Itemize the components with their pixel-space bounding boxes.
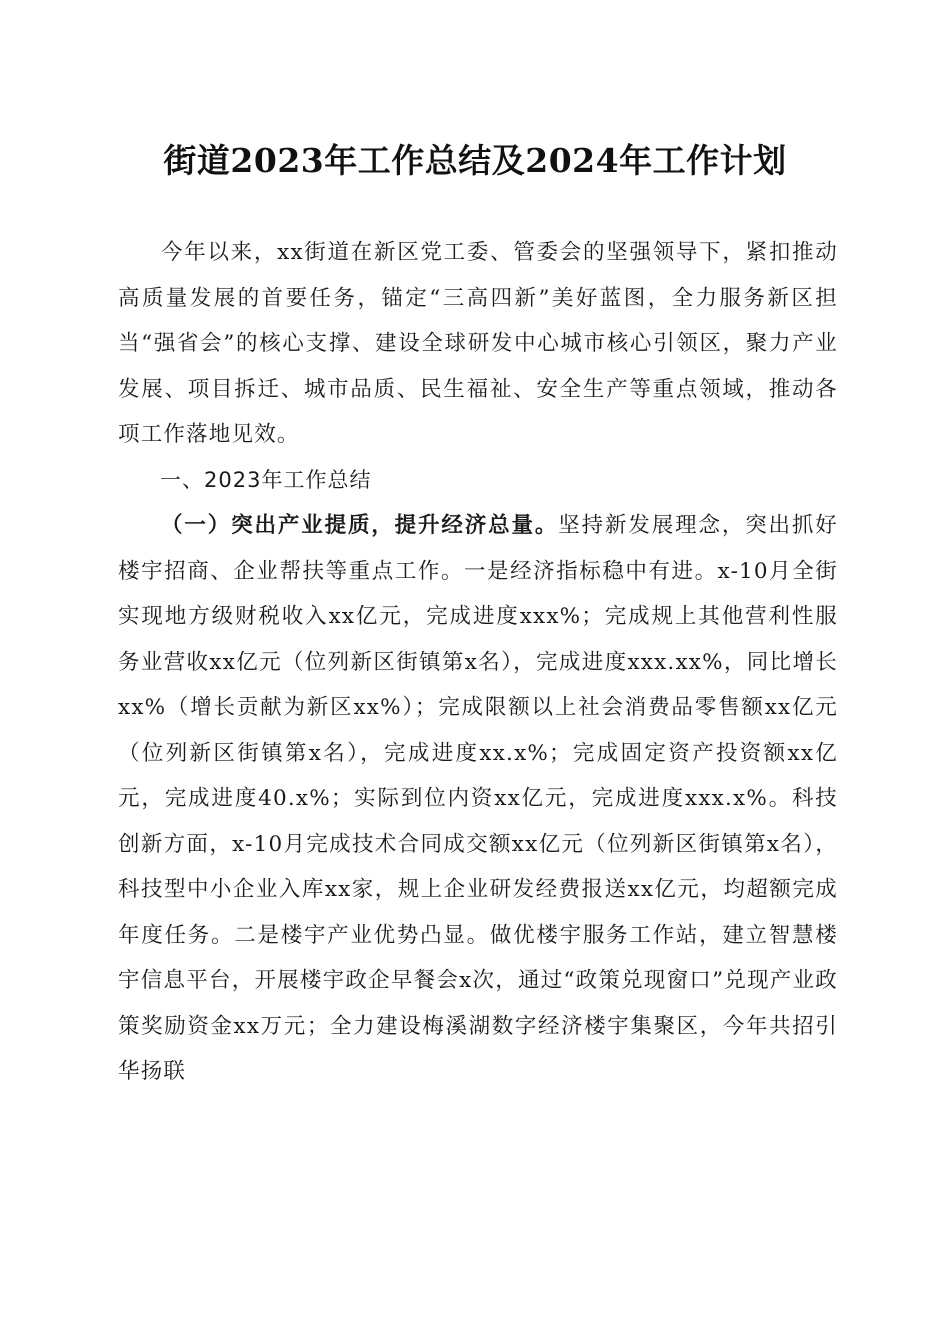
subsection-paragraph xyxy=(118,503,838,1095)
intro-paragraph: 今年以来，xx街道在新区党工委、管委会的坚强领导下，紧扣推动高质量发展的首要任务，锚定“三高四新”美好蓝图，全力服务新区担当“强省会”的核心支撑、建设全球研发中心城市核心引领区，聚力产业发展、项目拆迁、城市品质、民生福祉、安全生产等重点领域，推动各项工作落地见效。 xyxy=(118,240,838,447)
subsection-lead: （一）突出产业提质，提升经济总量。 xyxy=(161,513,559,538)
document-title: 街道2023年工作总结及2024年工作计划 xyxy=(163,141,787,180)
section-heading: 一、2023年工作总结 xyxy=(160,467,372,492)
document-body xyxy=(118,230,838,1095)
subsection-text: 坚持新发展理念，突出抓好楼宇招商、企业帮扶等重点工作。一是经济指标稳中有进。x-10月全街实现地方级财税收入xx亿元，完成进度xxx%；完成规上其他营利性服务业营收xx亿元（位列新区街镇第x名），完成进度xxx.xx%，同比增长xx%（增长贡献为新区xx%）；完成限额以上社会消费品零售额xx亿元（位列新区街镇第x名），完成进度xx.x%；完成固定资产投资额xx亿元，完成进度40.x%；实际到位内资xx亿元，完成进度xxx.x%。科技创新方面，x-10月完成技术合同成交额xx亿元（位列新区街镇第x名），科技型中小企业入库xx家，规上企业研发经费报送xx亿元，均超额完成年度任务。二是楼宇产业优势凸显。做优楼宇服务工作站，建立智慧楼宇信息平台，开展楼宇政企早餐会x次，通过“政策兑现窗口”兑现产业政策奖励资金xx万元；全力建设梅溪湖数字经济楼宇集聚区，今年共招引华扬联 xyxy=(118,513,838,1084)
